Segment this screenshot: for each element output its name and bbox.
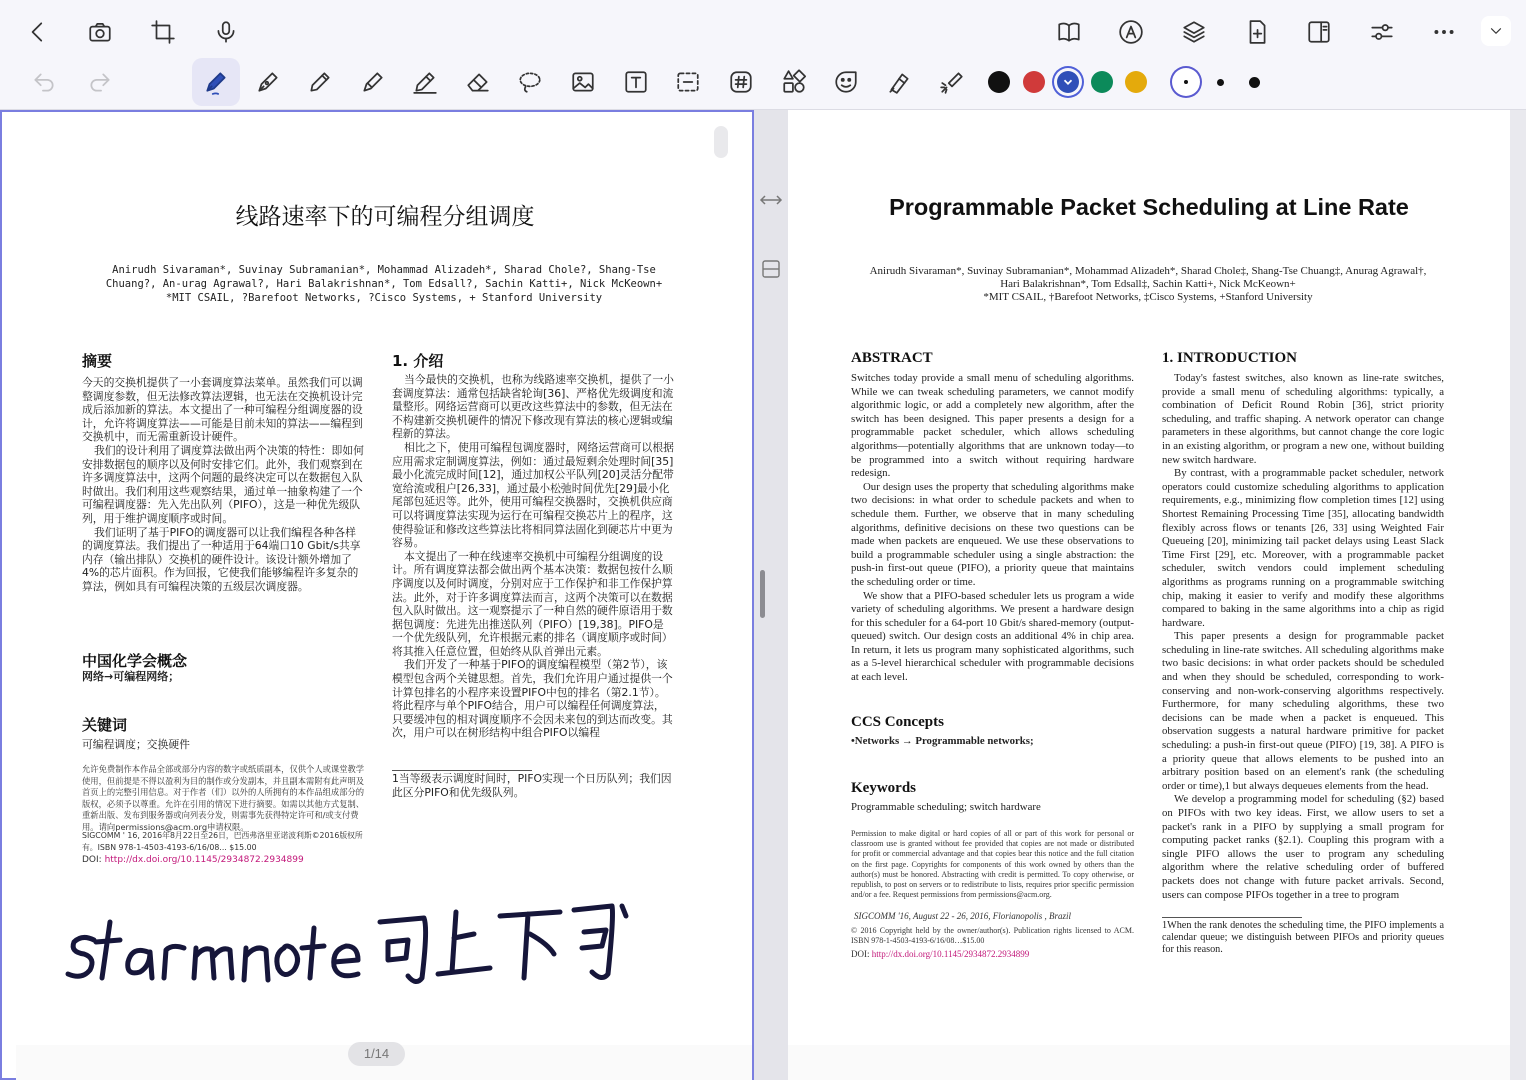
color-swatch-blue[interactable] — [1057, 71, 1079, 93]
shapes-tool[interactable] — [774, 62, 814, 102]
paper-title: Programmable Packet Scheduling at Line Rate — [889, 194, 1409, 220]
paragraph: 我们证明了基于PIFO的调度器可以让我们编程各种各样的调度算法。我们提出了一种适用于64端口10 Gbit/s共享内存（输出排队）交换机的硬件设计。该设计额外增加了4%的芯片面积。作为回报，它使我们能够编程许多复杂的算法，例如具有可编程决策的五级层次调度器。 — [82, 525, 361, 593]
paragraph: 相比之下，使用可编程包调度器时，网络运营商可以根据应用需求定制调度算法，例如：通过最短剩余处理时间[35]最小化流完成时间[12]，通过加权公平队列[20]灵活分配带宽给流或租户[26,33]，通过最小松弛时间优先[29]最小化尾部包延迟等。此外，使用可编程交换器时，交换机供应商可以将调度算法实现为运行在可编程交换芯片上的程序，这使得验证和修改这些算法比将相同算法固化到硬芯片中更为容易。 — [392, 440, 674, 550]
paragraph: This paper presents a design for programmable packet scheduling in line-rate switches. All scheduling algorithms make two basic decisions: in what order packets should be scheduled and when they should be scheduled, corresponding to work-conserving and non-work-conserving algorithms respectively. Furthermore, for many scheduling algorithms, these two decisions can be made when a packet is enqueued. This observation suggests a natural hardware primitive for packet scheduling: a push-in first-out queue (PIFO) [19, 38]. A PIFO is a priority queue that allows elements to be pushed into an arbitrary position based on an element's rank (the scheduling order or time),1 but always dequeues elements from the head. — [1162, 630, 1444, 792]
affiliations-text: *MIT CSAIL, ?Barefoot Networks, ?Cisco Systems, + Stanford University — [165, 292, 603, 304]
abstract-body — [851, 372, 1134, 685]
back-icon[interactable] — [18, 12, 58, 52]
chevron-down-icon — [1061, 75, 1075, 89]
dashed-select-tool[interactable] — [668, 62, 708, 102]
copyright-notice: © 2016 Copyright held by the owner/author(s). Publication rights licensed to ACM. ISBN 978-1-4503-4193-6/16/08…$15.00 — [851, 926, 1134, 946]
lasso-tool[interactable] — [510, 62, 550, 102]
color-swatch-yellow[interactable] — [1125, 71, 1147, 93]
keywords-text: 可编程调度；交换硬件 — [82, 738, 190, 751]
paragraph: 当今最快的交换机，也称为线路速率交换机，提供了一小套调度算法：通常包括缺省轮询[36]、严格优先级调度和流量整形。网络运营商可以更改这些算法中的参数，但无法在不构建新交换机硬件的情况下修改现有算法的核心逻辑或编程新的算法。 — [392, 373, 674, 441]
intro-body — [1162, 372, 1444, 902]
camera-icon[interactable] — [80, 12, 120, 52]
right-bottom-strip — [788, 1045, 1510, 1080]
stroke-size-medium[interactable] — [1206, 68, 1234, 96]
image-tool[interactable] — [563, 62, 603, 102]
eraser-pen-tool[interactable] — [879, 62, 919, 102]
page-indicator[interactable]: 1/14 — [348, 1042, 405, 1066]
intro-heading: 1. INTRODUCTION — [1162, 350, 1298, 366]
page-title: 线路速率下的可编程分组调度 — [235, 204, 535, 230]
abstract-body — [82, 376, 364, 594]
left-document-pane[interactable] — [0, 110, 754, 1080]
handwriting-annotation[interactable] — [62, 882, 642, 992]
footnote: 1When the rank denotes the scheduling time, the PIFO implements a calendar queue; we distinguish between PIFOs and priority queues for this reason. — [1162, 920, 1444, 955]
sliders-icon[interactable] — [1362, 12, 1402, 52]
ccs-text: •Networks → Programmable networks; — [851, 735, 1034, 747]
footnote-rule — [392, 770, 532, 771]
pen-tool[interactable] — [248, 62, 288, 102]
scroll-thumb[interactable] — [760, 570, 765, 618]
doi-link[interactable]: http://dx.doi.org/10.1145/2934872.2934899 — [871, 949, 1030, 959]
right-page — [788, 110, 1510, 1045]
paragraph: We develop a programming model for scheduling (§2) based on PIFOs with two key ideas. First, we allow users to set a packet's rank in a PIFO by supplying a small program for computing packet ranks (§2.1). Coupling this program with a single PIFO allows the user to program any scheduling algorithm where the relative scheduling order of buffered packets does not change with future packet arrivals. Second, users can compose PIFOs together in a tree to program — [1162, 793, 1444, 901]
keywords-heading: 关键词 — [82, 716, 128, 734]
more-icon[interactable] — [1424, 12, 1464, 52]
author-list — [84, 263, 684, 305]
book-icon[interactable] — [1049, 12, 1089, 52]
ccs-text: 网络→可编程网络； — [82, 670, 180, 683]
left-page — [18, 112, 752, 1047]
permission-notice: 允许免费制作本作品全部或部分内容的数字或纸质副本，仅供个人或课堂教学使用，但前提是不得以盈利为目的制作或分发副本，并且副本需附有此声明及首页上的完整引用信息。对于作者（们）以外的人所拥有的本作品组成部分的版权，必须予以尊重。允许在引用的情况下进行摘要。如需以其他方式复制、重新出版、发布到服务器或向列表分发，则需事先获得特定许可和/或支付费用。请向permissions@acm.org申请权限。 — [82, 764, 365, 832]
affiliations-text: *MIT CSAIL, †Barefoot Networks, ‡Cisco Systems, +Stanford University — [983, 290, 1313, 303]
page-scroll-mode-icon[interactable] — [759, 258, 783, 280]
doi-line — [82, 855, 304, 867]
color-swatch-black[interactable] — [988, 71, 1010, 93]
resize-arrows-icon[interactable] — [758, 190, 784, 210]
laser-pointer-tool[interactable] — [932, 62, 972, 102]
paragraph: We show that a PIFO-based scheduler lets us program a wide variety of scheduling algorithms. We present a hardware design for this scheduler for a 64-port 10 Gbit/s shared-memory (output-queued) switch. Our design costs an additional 4% in chip area. In return, it lets us program many sophisticated algorithms, such as a 5-level hierarchical scheduler with programmable decisions at each level. — [851, 589, 1134, 684]
paragraph: 今天的交换机提供了一小套调度算法菜单。虽然我们可以调整调度参数，但无法修改算法逻辑，也无法在交换机设计完成后添加新的算法。本文提出了一种可编程分组调度器的设计，允许将调度算法——可能是目前未知的算法——编程到交换机中，而无需重新设计硬件。 — [82, 376, 363, 444]
redo-icon[interactable] — [80, 62, 120, 102]
paragraph: Switches today provide a small menu of scheduling algorithms. While we can tweak scheduling parameters, we cannot modify algorithmic logic, or add a completely new algorithm, after the switch has been designed. This paper presents a design for a programmable packet scheduler, which allows scheduling algorithms—potentially algorithms that are unknown today—to be programmed into a switch without requiring hardware redesign. — [851, 372, 1134, 480]
stroke-size-small[interactable] — [1172, 68, 1200, 96]
paragraph: 本文提出了一种在线速率交换机中可编程分组调度的设计。所有调度算法都会做出两个基本决策：数据包按什么顺序调度以及何时调度，分别对应于工作保护和非工作保护算法。此外，对于许多调度算法而言，这两个决策可以在数据包入队时做出。这一观察提示了一种自然的硬件原语用于数据包调度：先进先出推送队列（PIFO）[19,38]。PIFO是一个优先级队列，允许根据元素的排名（调度顺序或时间）将其推入任意位置，但始终从队首弹出元素。 — [392, 549, 673, 658]
keywords-text: Programmable scheduling; switch hardware — [851, 801, 1041, 813]
layers-icon[interactable] — [1174, 12, 1214, 52]
paragraph: Our design uses the property that scheduling algorithms make two decisions: in what order to schedule packets and when to schedule them. Further, we observe that in many scheduling algorithms, definitive decisions on these two questions can be made when packets are enqueued. We use these observations to build a programmable scheduler using a single abstraction: the push-in first-out queue (PIFO), a priority queue that maintains the scheduling order or time. — [851, 480, 1134, 588]
text-box-tool[interactable] — [616, 62, 656, 102]
authors-line: Anirudh Sivaraman*, Suvinay Subramanian*, Mohammad Alizadeh*, Sharad Chole‡, Shang-Tse Chuang‡, Anurag Agrawal†, — [869, 265, 1427, 277]
sigcomm-notice: SIGCOMM ' 16, 2016年8月22日至26日，巴西弗洛里亚诺波利斯©2016版权所有。ISBN 978-1-4503-4193-6/16/08... $15.00 — [82, 831, 363, 852]
pencil-tool[interactable] — [300, 62, 340, 102]
permission-notice: Permission to make digital or hard copies of all or part of this work for personal or classroom use is granted without fee provided that copies are not made or distributed for profit or commercial advantage and that copies bear this notice and the full citation on the first page. Copyrights for components of this work owned by others than the author(s) must be honored. Abstracting with credit is permitted. To copy otherwise, or republish, to post on servers or to redistribute to lists, requires prior specific permission and/or a fee. Request permissions from permissions@acm.org. — [851, 829, 1134, 900]
intro-body — [392, 373, 674, 740]
paragraph: 我们的设计利用了调度算法做出两个决策的特性：即如何安排数据包的顺序以及何时安排它们。此外，我们观察到在许多调度算法中，这两个问题的最终决定可以在数据包入队时做出。我们利用这些观察结果，通过单一抽象构建了一个可编程调度器：先入先出队列（PIFO），这是一种优先级队列，用于维护调度顺序或时间。 — [82, 443, 364, 525]
abstract-heading: 摘要 — [82, 352, 113, 370]
stroke-size-large[interactable] — [1240, 68, 1268, 96]
fountain-pen-tool[interactable] — [192, 58, 240, 106]
split-view-icon[interactable] — [1299, 12, 1339, 52]
paragraph: Today's fastest switches, also known as line-rate switches, provide a small menu of scheduling algorithms: typically, a combination of Deficit Round Robin [36], strict priority scheduling, and traffic shaping. A network operator can change parameters in these algorithms, but cannot change the core logic in an existing algorithm, or program a new one, without building new switch hardware. — [1162, 372, 1444, 466]
ccs-heading: 中国化学会概念 — [82, 652, 188, 670]
ccs-heading: CCS Concepts — [851, 714, 944, 730]
author-list — [838, 265, 1458, 303]
highlighter-tool[interactable] — [405, 62, 445, 102]
keywords-heading: Keywords — [851, 780, 916, 796]
doi-link[interactable]: http://dx.doi.org/10.1145/2934872.2934899 — [104, 855, 304, 865]
page-scroll-handle[interactable] — [714, 126, 728, 158]
color-swatch-green[interactable] — [1091, 71, 1113, 93]
undo-icon[interactable] — [24, 62, 64, 102]
marker-tool[interactable] — [353, 62, 393, 102]
eraser-tool[interactable] — [458, 62, 498, 102]
doi-line — [851, 949, 1029, 959]
handwriting-icon[interactable] — [1111, 12, 1151, 52]
footnote-rule — [1162, 917, 1302, 918]
footnote: 1当等级表示调度时间时，PIFO实现一个日历队列；我们因此区分PIFO和优先级队列。 — [392, 772, 672, 799]
hashtag-tool[interactable] — [721, 62, 761, 102]
crop-icon[interactable] — [143, 12, 183, 52]
authors-text: Anirudh Sivaraman*, Suvinay Subramanian*, Mohammad Alizadeh*, Sharad Chole?, Shang-Tse Chuang?, An-urag Agrawal?, Hari Balakrishnan*, Tom Edsall?, Sachin Katti+, Nick McKeown+ — [105, 264, 663, 290]
abstract-heading: ABSTRACT — [851, 350, 933, 366]
microphone-icon[interactable] — [206, 12, 246, 52]
top-toolbar — [0, 0, 1526, 110]
doi-label: DOI: — [82, 855, 102, 865]
add-page-icon[interactable] — [1237, 12, 1277, 52]
sigcomm-notice: SIGCOMM '16, August 22 - 26, 2016, Florianopolis , Brazil — [854, 911, 1072, 921]
chevron-down-icon[interactable] — [1481, 16, 1511, 46]
sticker-tool[interactable] — [826, 62, 866, 102]
paragraph: 我们开发了一种基于PIFO的调度编程模型（第2节），该模型包含两个关键思想。首先，我们允许用户通过提供一个计算包排名的小程序来设置PIFO中包的排名（第2.1节）。将此程序与单个PIFO结合，用户可以编程任何调度算法，只要缓冲包的相对调度顺序不会因未来包的到达而改变。其次，用户可以在树形结构中组合PIFO以编程 — [392, 658, 673, 740]
color-swatch-red[interactable] — [1023, 71, 1045, 93]
authors-line: Hari Balakrishnan*, Tom Edsall‡, Sachin Katti+, Nick McKeown+ — [1000, 277, 1296, 290]
paragraph: By contrast, with a programmable packet scheduler, network operators could customize scheduling algorithms to application requirements, e.g., minimizing flow completion times [12] using Shortest Remaining Processing Time [35], allocating bandwidth flexibly across flows or tenants [26, 33] using Weighted Fair Queueing [20], minimizing tail packet delays using Least Slack Time First [29], etc. Moreover, with a programmable packet scheduler, switch vendors could implement scheduling algorithms as programs running on a programmable switching chip, making it easier to verify and modify these algorithms compared to baking in the same algorithms into a chip as rigid hardware. — [1162, 467, 1444, 629]
doi-label: DOI: — [851, 949, 870, 959]
intro-heading: 1. 介绍 — [392, 352, 444, 370]
